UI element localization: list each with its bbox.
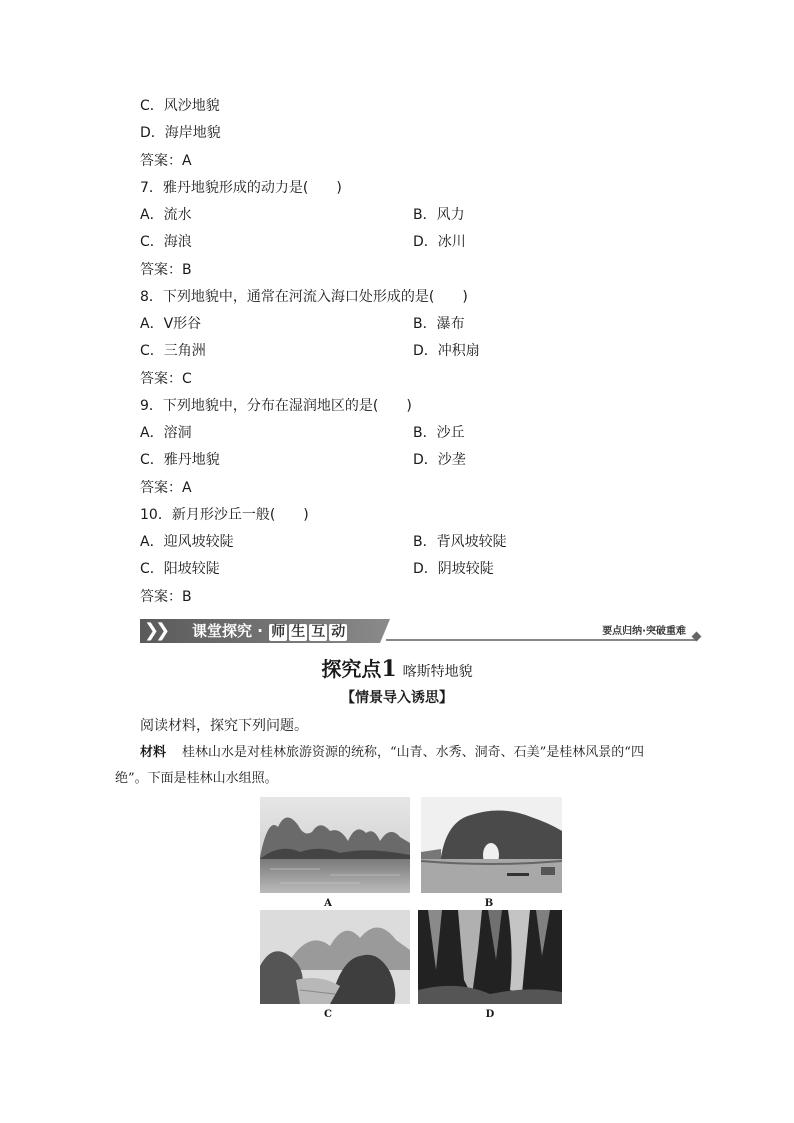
q8-option-d: D．冲积扇 bbox=[413, 343, 480, 359]
double-chevron-icon: ❯❯ bbox=[144, 620, 167, 641]
q9-option-d: D．沙垄 bbox=[413, 452, 466, 468]
q7-option-d: D．冰川 bbox=[413, 234, 466, 250]
q10-answer: 答案：B bbox=[140, 589, 192, 605]
banner-right-text: 要点归纳·突破重难 bbox=[602, 626, 686, 637]
q8-option-c: C．三角洲 bbox=[140, 343, 206, 359]
section-subheading: 【情景导入诱思】 bbox=[341, 690, 453, 706]
q8-question: 8．下列地貌中，通常在河流入海口处形成的是( ) bbox=[140, 289, 468, 305]
section-subtitle-topic: 喀斯特地貌 bbox=[402, 664, 473, 680]
photo-c bbox=[260, 910, 410, 1004]
material-line-1 bbox=[140, 744, 644, 762]
material-text-1: 桂林山水是对桂林旅游资源的统称，“山青、水秀、洞奇、石美”是桂林风景的“四 bbox=[182, 745, 644, 760]
photo-b-caption: B bbox=[484, 898, 494, 909]
banner-char-2: 生 bbox=[291, 624, 306, 640]
q8-answer: 答案：C bbox=[140, 371, 192, 387]
banner-part1: 课堂探究 bbox=[192, 622, 253, 640]
photo-a-caption: A bbox=[324, 898, 332, 909]
q9-question: 9．下列地貌中，分布在湿润地区的是( ) bbox=[140, 398, 412, 414]
photo-a bbox=[260, 797, 410, 893]
q9-option-c: C．雅丹地貌 bbox=[140, 452, 220, 468]
section-title-text: 探究点 bbox=[321, 657, 382, 681]
photo-d bbox=[418, 910, 562, 1004]
q10-option-b: B．背风坡较陡 bbox=[413, 534, 507, 550]
intro-text: 阅读材料，探究下列问题。 bbox=[140, 718, 308, 734]
section-title bbox=[0, 656, 794, 685]
banner-rule bbox=[386, 639, 696, 641]
q9-answer: 答案：A bbox=[140, 480, 192, 496]
q9-option-b: B．沙丘 bbox=[413, 425, 465, 441]
photo-d-caption: D bbox=[485, 1009, 495, 1020]
q10-question: 10．新月形沙丘一般( ) bbox=[140, 507, 309, 523]
material-line-2: 绝”。下面是桂林山水组照。 bbox=[115, 771, 278, 786]
q10-option-a: A．迎风坡较陡 bbox=[140, 534, 234, 550]
q8-option-b: B．瀑布 bbox=[413, 316, 465, 332]
banner-title bbox=[192, 621, 348, 641]
q9-option-a: A．溶洞 bbox=[140, 425, 192, 441]
q6-option-d: D．海岸地貌 bbox=[140, 125, 221, 141]
q7-option-c: C．海浪 bbox=[140, 234, 192, 250]
q10-option-d: D．阴坡较陡 bbox=[413, 561, 494, 577]
banner-char-3: 互 bbox=[311, 624, 326, 640]
q6-option-c: C．风沙地貌 bbox=[140, 98, 220, 114]
photo-c-caption: C bbox=[324, 1009, 332, 1020]
section-number: 1 bbox=[381, 656, 397, 682]
photo-b bbox=[421, 797, 562, 893]
q8-option-a: A．V形谷 bbox=[140, 316, 202, 332]
q7-question: 7．雅丹地貌形成的动力是( ) bbox=[140, 180, 342, 196]
q7-option-b: B．风力 bbox=[413, 207, 465, 223]
q7-option-a: A．流水 bbox=[140, 207, 192, 223]
q10-option-c: C．阳坡较陡 bbox=[140, 561, 220, 577]
section-banner bbox=[140, 619, 700, 643]
q7-answer: 答案：B bbox=[140, 262, 192, 278]
q6-answer: 答案：A bbox=[140, 153, 192, 169]
material-label: 材料 bbox=[140, 745, 167, 760]
banner-char-4: 动 bbox=[331, 624, 346, 640]
banner-dot: · bbox=[257, 622, 263, 640]
banner-char-1: 师 bbox=[271, 624, 286, 640]
